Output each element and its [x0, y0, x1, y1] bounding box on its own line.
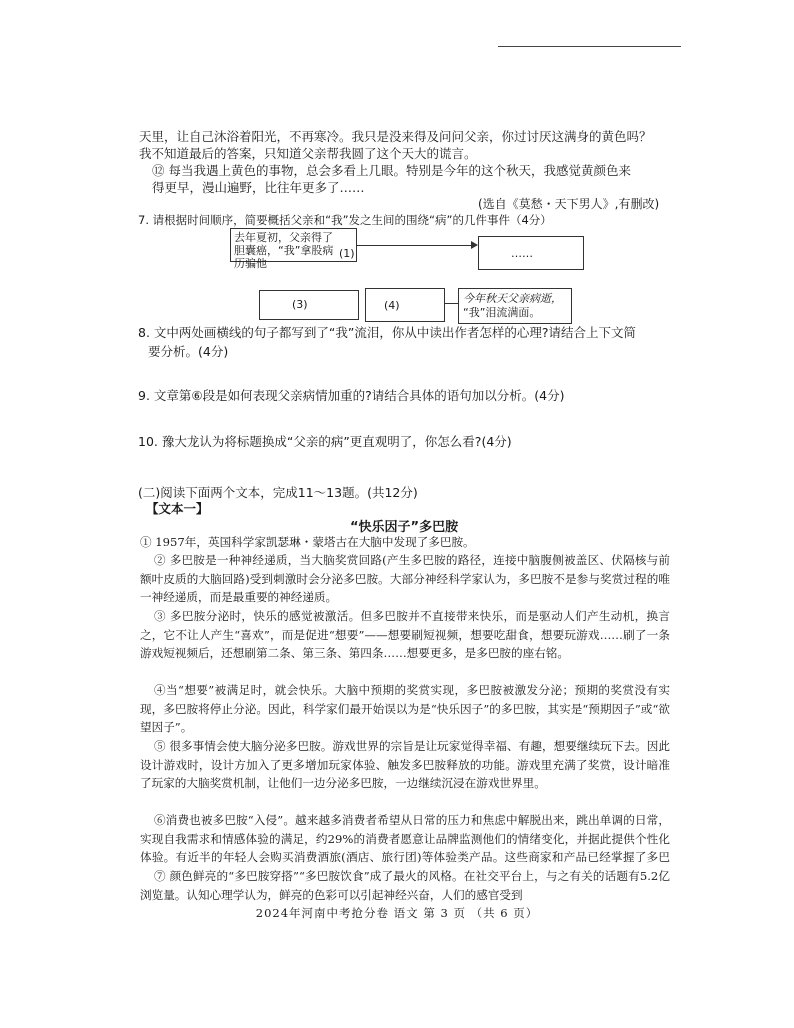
- question-7: 7. 请根据时间顺序，简要概括父亲和“我”发之生间的围绕“病”的几件事件（4分）: [138, 213, 552, 227]
- flow-box-2: [478, 236, 584, 270]
- flow-box-4-number: (4): [384, 299, 400, 312]
- paragraph-3: ③ 多巴胺分泌时，快乐的感觉被激活。但多巴胺并不直接带来快乐，而是驱动人们产生动机，换言之，它不让人产生“喜欢”，而是促进“想要”——想要刷短视频，想要吃甜食，想要玩游戏……刷了一条游戏短视频后，还想刷第二条、第三条、第四条……想要更多，是多巴胺的座右铭。: [140, 609, 670, 660]
- flow-box-3-number: (3): [292, 298, 308, 311]
- flow-box-1: [230, 228, 357, 270]
- question-8-cont: 要分析。(4分): [148, 344, 229, 359]
- flow-box-5-line2: “我”泪流满面。: [463, 306, 541, 319]
- passage-line: 我不知道最后的答案，只知道父亲帮我圆了这个天大的谎言。: [139, 146, 477, 161]
- question-10: 10. 豫大龙认为将标题换成“父亲的病”更直观明了，你怎么看?(4分): [138, 434, 512, 449]
- paragraph-7: ⑦ 颜色鲜亮的“多巴胺穿搭”“多巴胺饮食”成了最火的风格。在社交平台上，与之有关的话题有5.2亿浏览量。认知心理学认为，鲜亮的色彩可以引起神经兴奋，人们的感官受到: [140, 869, 670, 902]
- flow-box-3: [259, 290, 359, 320]
- paragraph-6: ⑥消费也被多巴胺“入侵”。越来越多消费者希望从日常的压力和焦虑中解脱出来，跳出单调的日常，实现自我需求和情感体验的满足，约29%的消费者愿意让品牌监测他们的情绪变化，并据此提供个性化体验。有近半的年轻人会购买消费酒旅(酒店、旅行团)等体验类产品。这些商家和产品已经掌握了多巴: [140, 813, 670, 864]
- question-9: 9. 文章第⑥段是如何表现父亲病情加重的?请结合具体的语句加以分析。(4分): [138, 388, 565, 403]
- flow-arrow: [356, 245, 476, 246]
- flow-box-5: [458, 288, 572, 324]
- page-footer: 2024年河南中考抢分卷 语文 第 3 页 （共 6 页）: [255, 906, 539, 920]
- passage-line: ⑫ 每当我遇上黄色的事物，总会多看上几眼。特别是今年的这个秋天，我感觉黄颜色来: [152, 163, 631, 178]
- section-heading: (二)阅读下面两个文本，完成11～13题。(共12分): [138, 485, 418, 500]
- flow-box-1-number: (1): [339, 247, 355, 260]
- flow-box-4: [365, 288, 445, 322]
- flow-box-5-line1: 今年秋天父亲病逝，: [463, 292, 562, 305]
- article-title: “快乐因子”多巴胺: [350, 520, 459, 535]
- passage-line: 天里，让自己沐浴着阳光，不再寒冷。我只是没来得及问问父亲，你过讨厌这满身的黄色吗？: [139, 129, 652, 144]
- paragraph-2: ② 多巴胺是一种神经递质，当大脑奖赏回路(产生多巴胺的路径，连接中脑腹侧被盖区、伏隔核与前额叶皮质的大脑回路)受到刺激时会分泌多巴胺。大部分神经科学家认为，多巴胺不是参与奖赏过程的唯一神经递质，而是最重要的神经递质。: [140, 553, 670, 604]
- passage-line: 得更早，漫山遍野，比往年更多了……: [152, 180, 365, 195]
- flow-box-1-text: 去年夏初，父亲得了胆囊癌，“我”拿股病历骗他: [234, 231, 334, 270]
- question-8: 8. 文中两处画横线的句子都写到了“我”流泪，你从中读出作者怎样的心理?请结合上下文简: [138, 325, 636, 340]
- text1-label: 【文本一】: [146, 501, 209, 516]
- header-rule: [498, 46, 681, 47]
- flow-box-2-text: ……: [511, 247, 533, 260]
- paragraph-1: ① 1957年，英国科学家凯瑟琳・蒙塔古在大脑中发现了多巴胺。: [140, 535, 475, 549]
- paragraph-4: ④当“想要”被满足时，就会快乐。大脑中预期的奖赏实现，多巴胺被激发分泌；预期的奖赏没有实现，多巴胺将停止分泌。因此，科学家们最开始误以为是“快乐因子”的多巴胺，其实是“预期因子”或“欲望因子”。: [140, 683, 670, 734]
- passage-source: (选自《莫愁・天下男人》,有删改): [478, 197, 660, 211]
- paragraph-5: ⑤ 很多事情会使大脑分泌多巴胺。游戏世界的宗旨是让玩家觉得幸福、有趣，想要继续玩下去。因此设计游戏时，设计方加入了更多增加玩家体验、触发多巴胺释放的功能。游戏里充满了奖赏，设计暗准了玩家的大脑奖赏机制，让他们一边分泌多巴胺，一边继续沉浸在游戏世界里。: [140, 739, 670, 790]
